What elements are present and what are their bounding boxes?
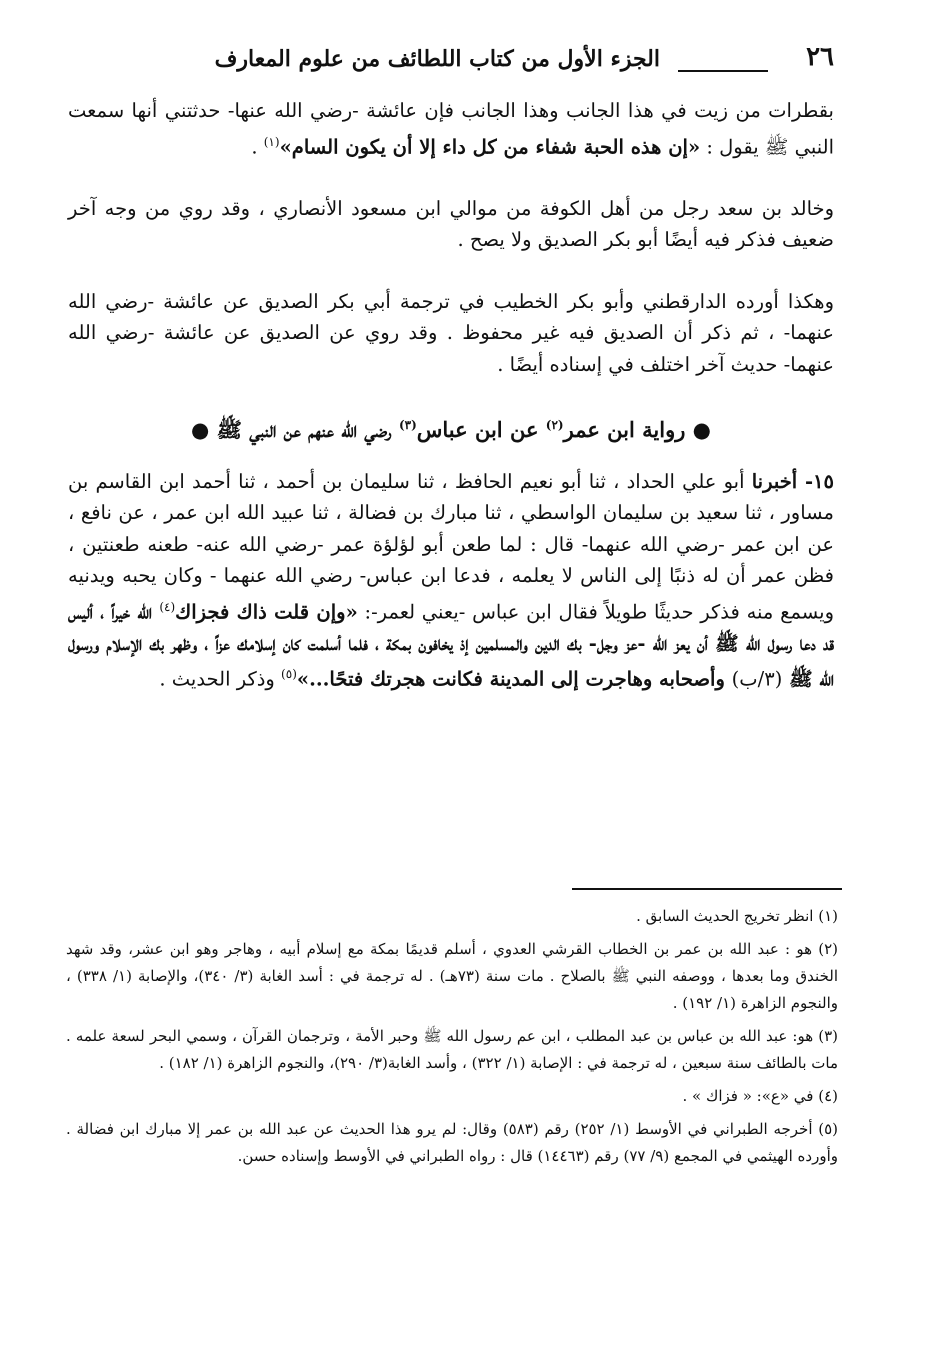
footnote-1: (١) انظر تخريج الحديث السابق . — [636, 907, 838, 925]
footnote-ref: (٣) — [398, 418, 417, 432]
paragraph-1 — [68, 95, 834, 163]
paragraph-3: وهكذا أورده الدارقطني وأبو بكر الخطيب في ترجمة أبي بكر الصديق عن عائشة -رضي الله عنهما- ، ثم ذكر أن الصديق فيه غير محفوظ . وقد روي عن الصديق عن عائشة -رضي الله عنهما- حديث آخر اختلف في إسناده أيضًا . — [68, 289, 834, 376]
footnote-4: (٤) في «ع»: « فزاك » . — [682, 1087, 838, 1105]
heading-part: رضي الله عنهم عن النبي ﷺ ● — [190, 417, 399, 442]
paragraph-text: بقطرات من زيت في هذا الجانب وهذا الجانب فإن عائشة -رضي الله عنها- حدثتني أنها سمعت النبي ﷺ يقول : — [68, 99, 834, 158]
footnote-ref: (١) — [263, 134, 280, 149]
paragraph-2: وخالد بن سعد رجل من أهل الكوفة من موالي ابن مسعود الأنصاري ، وقد روي من وجه آخر ضعيف فذكر فيه أيضًا أبو بكر الصديق ولا يصح . — [68, 196, 834, 251]
footnote-5: (٥) أخرجه الطبراني في الأوسط (١/ ٢٥٢) رقم (٥٨٣) وقال: لم يرو هذا الحديث عن عبد الله بن عمر إلا مبارك ابن فضالة . وأورده الهيثمي في المجمع (٩/ ٧٧) رقم (١٤٤٦٣) قال : رواه الطبراني في الأوسط وإسناده حسن. — [66, 1120, 839, 1165]
running-title: الجزء الأول من كتاب اللطائف من علوم المعارف — [214, 46, 660, 72]
hadith-intro: أخبرنا — [751, 469, 798, 493]
hadith-number: ١٥- — [797, 469, 834, 493]
hadith-quote: «إن هذه الحبة شفاء من كل داء إلا أن يكون السام» — [279, 135, 701, 158]
page-number: ٢٦ — [806, 42, 834, 72]
footnote-separator — [572, 888, 842, 890]
footnote-ref: (٥) — [281, 667, 297, 681]
main-text — [68, 95, 834, 725]
hadith-quote: وأصحابه وهاجرت إلى المدينة فكانت هجرتك فتحًا...» — [296, 667, 732, 691]
heading-part: ● رواية ابن عمر — [563, 417, 712, 442]
paragraph-end: . — [251, 135, 264, 158]
isnad-text: أبو علي الحداد ، ثنا أبو نعيم الحافظ ، ثنا سليمان بن أحمد ، ثنا أحمد ابن القاسم بن مساور ، ثنا سعيد بن سليمان الواسطي ، ثنا مبارك بن فضالة ، ثنا عبيد الله ابن عمر ، عن نافع ، عن ابن عمر -رضي الله عنهما- قال : لما طعن أبو لؤلؤة عمر -رضي الله عنه- طعنه طعنتين ، فظن عمر أن له ذنبًا إلى الناس لا يعلمه ، فدعا ابن عباس- رضي الله عنهما - وكان يحبه ويدنيه ويسمع منه فذكر حديثًا طويلاً فقال ابن عباس -يعني لعمر-: — [68, 469, 835, 623]
hadith-quote: الله خيراً ، أليس قد دعا رسول الله ﷺ أن يعز الله -عز وجل- بك الدين والمسلمين إذ يخافون بمكة ، فلما أسلمت كان إسلامك عزاً ، وظهر بك الإسلام ورسول الله ﷺ — [68, 600, 834, 691]
page-header — [60, 40, 850, 90]
footnote-ref: (٢) — [545, 418, 564, 432]
heading-part: عن ابن عباس — [416, 417, 546, 442]
footnote-ref: (٤) — [159, 599, 176, 614]
folio-marker: (٣/ب) — [731, 667, 783, 691]
header-rule — [678, 70, 768, 72]
hadith-paragraph — [68, 466, 834, 696]
hadith-end: وذكر الحديث . — [159, 667, 282, 691]
footnote-2: (٢) هو : عبد الله بن عمر بن الخطاب القرشي العدوي ، أسلم قديمًا بمكة مع إسلام أبيه ، وهاجر وهو ابن عشر، وقد شهد الخندق وما بعدها ، ووصفه النبي ﷺ بالصلاح . مات سنة (٧٣هـ) . له ترجمة في : أسد الغابة (٣/ ٣٤٠)، والإصابة (١/ ٣٣٨) ، والنجوم الزاهرة (١/ ١٩٢) . — [66, 940, 839, 1012]
footnote-3: (٣) هو: عبد الله بن عباس بن عبد المطلب ، ابن عم رسول الله ﷺ وحبر الأمة ، وترجمان القرآن ، وسمي البحر لسعة علمه . مات بالطائف سنة سبعين ، له ترجمة في : الإصابة (١/ ٣٢٢) ، وأسد الغابة(٣/ ٢٩٠)، والنجوم الزاهرة (١/ ١٨٢) . — [66, 1027, 838, 1072]
section-heading — [68, 410, 834, 446]
hadith-quote: «وإن قلت ذاك فجزاك — [175, 600, 358, 623]
footnotes — [66, 903, 838, 1176]
